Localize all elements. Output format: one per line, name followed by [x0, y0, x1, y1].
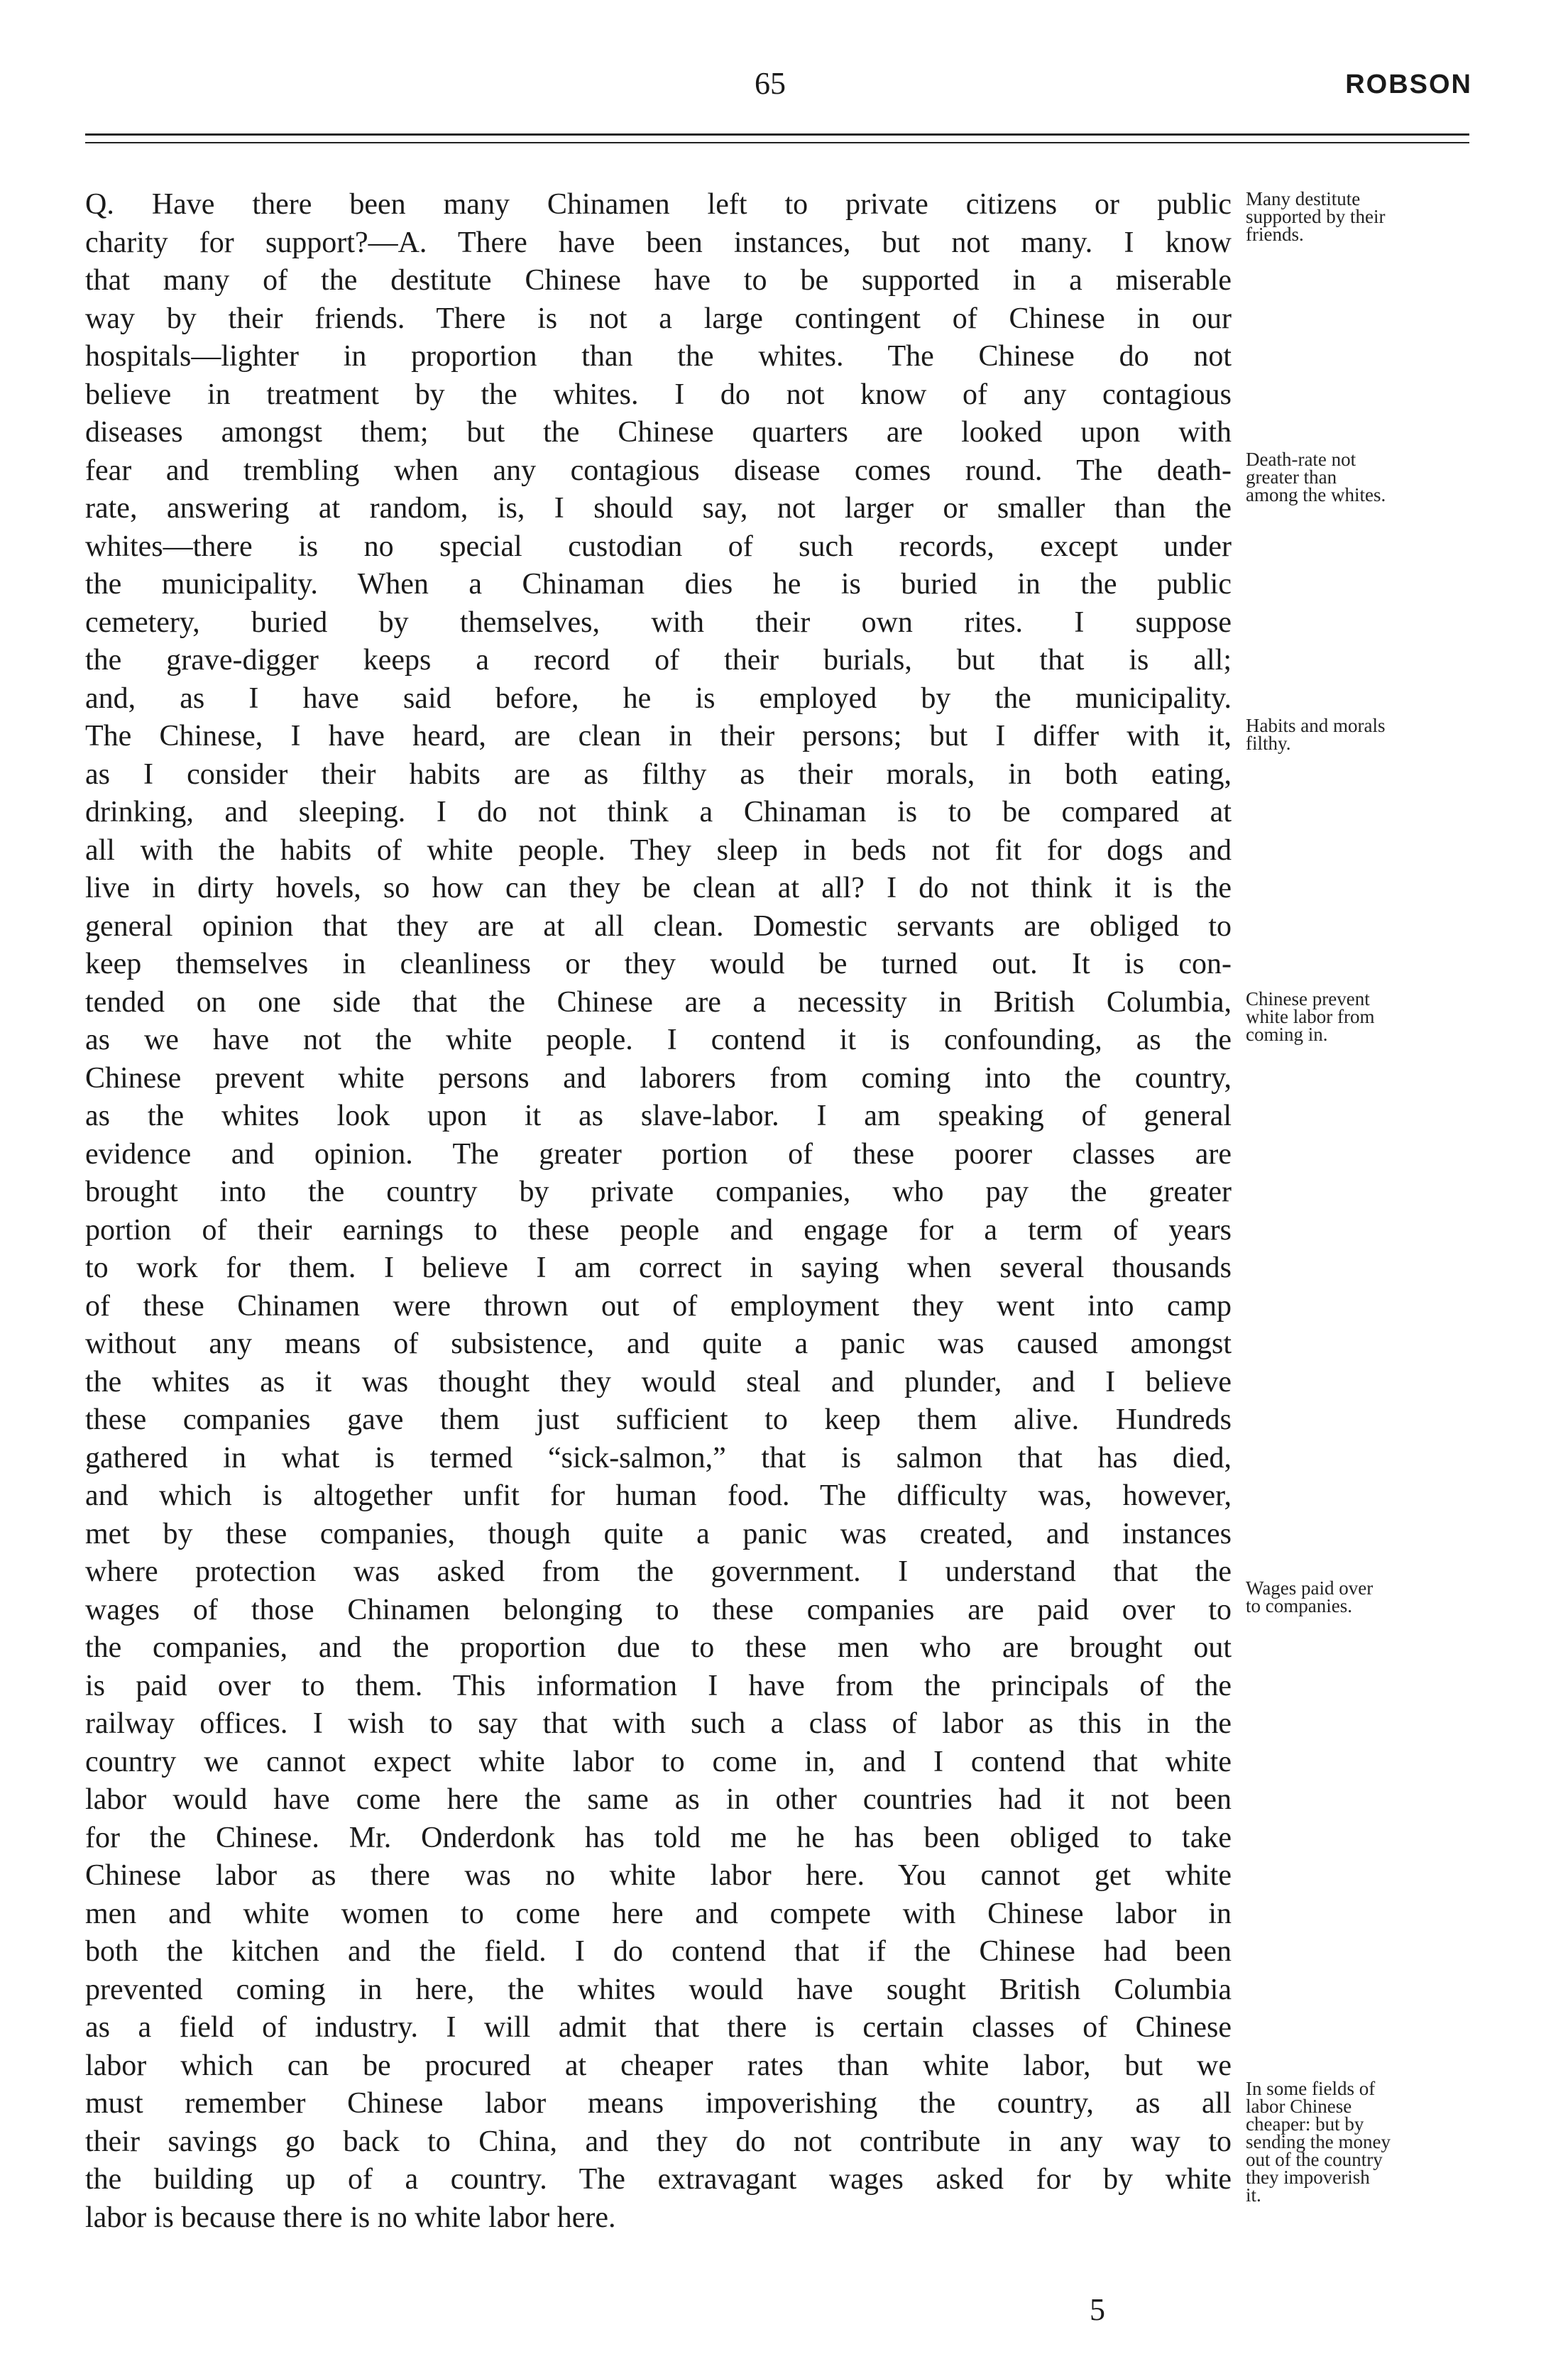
- margin-note-cheaper-labor: [1246, 2080, 1480, 2204]
- text-line: all with the habits of white people. They sleep in beds not fit for dogs and: [85, 833, 1232, 867]
- margin-note-line: filthy.: [1246, 733, 1291, 754]
- text-line: where protection was asked from the government. I understand that the: [85, 1555, 1232, 1588]
- text-line: that many of the destitute Chinese have to be supported in a miserable: [85, 264, 1232, 297]
- text-line: portion of their earnings to these people and engage for a term of years: [85, 1213, 1232, 1247]
- text-line: the grave-digger keeps a record of their burials, but that is all;: [85, 644, 1232, 677]
- margin-note-line: to companies.: [1246, 1595, 1352, 1616]
- text-line: believe in treatment by the whites. I do not know of any contagious: [85, 378, 1232, 411]
- text-line: drinking, and sleeping. I do not think a Chinaman is to be compared at: [85, 796, 1232, 828]
- text-line: cemetery, buried by themselves, with their own rites. I suppose: [85, 606, 1232, 639]
- header-rule-thin: [85, 142, 1469, 143]
- text-line: men and white women to come here and compete with Chinese labor in: [85, 1897, 1232, 1930]
- text-line: the companies, and the proportion due to these men who are brought out: [85, 1631, 1232, 1664]
- margin-note-line: Wages paid over: [1246, 1577, 1374, 1599]
- margin-note-line: Habits and morals: [1246, 715, 1386, 736]
- text-line: the whites as it was thought they would steal and plunder, and I believe: [85, 1365, 1232, 1398]
- text-line: way by their friends. There is not a large contingent of Chinese in our: [85, 302, 1232, 335]
- margin-note-line: sending the money: [1246, 2131, 1391, 2152]
- margin-note-line: coming in.: [1246, 1024, 1328, 1045]
- margin-note-line: labor Chinese: [1246, 2096, 1352, 2117]
- text-line: both the kitchen and the field. I do contend that if the Chinese had been: [85, 1935, 1232, 1968]
- text-line: diseases amongst them; but the Chinese quarters are looked upon with: [85, 416, 1232, 449]
- margin-note-death-rate: [1246, 451, 1480, 504]
- text-line: brought into the country by private companies, who pay the greater: [85, 1176, 1232, 1208]
- margin-note-line: among the whites.: [1246, 484, 1386, 505]
- body-text: [85, 186, 1232, 2237]
- margin-note-line: they impoverish: [1246, 2167, 1370, 2188]
- text-line: as I consider their habits are as filthy as their morals, in both eating,: [85, 757, 1232, 791]
- margin-note-wages: [1246, 1577, 1480, 1616]
- margin-note-line: Many destitute: [1246, 188, 1361, 209]
- text-line: Chinese labor as there was no white labor here. You cannot get white: [85, 1859, 1232, 1892]
- text-line: labor is because there is no white labor here.: [85, 2201, 616, 2234]
- margin-note-line: cheaper: but by: [1246, 2113, 1364, 2135]
- text-line: the municipality. When a Chinaman dies he is buried in the public: [85, 568, 1232, 601]
- text-line: prevented coming in here, the whites would have sought British Columbia: [85, 1973, 1232, 2006]
- text-line: labor would have come here the same as in other countries had it not been: [85, 1783, 1232, 1816]
- text-line: and, as I have said before, he is employed by the municipality.: [85, 681, 1232, 715]
- text-line: The Chinese, I have heard, are clean in their persons; but I differ with it,: [85, 720, 1232, 752]
- text-line: of these Chinamen were thrown out of employment they went into camp: [85, 1289, 1232, 1323]
- text-line: wages of those Chinamen belonging to these companies are paid over to: [85, 1593, 1232, 1626]
- margin-note-line: supported by their: [1246, 206, 1386, 227]
- margin-note-line: white labor from: [1246, 1006, 1375, 1027]
- margin-note-line: Death-rate not: [1246, 449, 1356, 470]
- text-line: as the whites look upon it as slave-labor. I am speaking of general: [85, 1100, 1232, 1132]
- text-line: live in dirty hovels, so how can they be clean at all? I do not think it is the: [85, 872, 1232, 904]
- text-line: must remember Chinese labor means impoverishing the country, as all: [85, 2087, 1232, 2120]
- text-line: met by these companies, though quite a panic was created, and instances: [85, 1517, 1232, 1550]
- text-line: rate, answering at random, is, I should say, not larger or smaller than the: [85, 492, 1232, 525]
- text-line: gathered in what is termed “sick-salmon,” that is salmon that has died,: [85, 1441, 1232, 1474]
- signature-mark: 5: [1090, 2292, 1105, 2327]
- page-number: 65: [755, 66, 786, 101]
- text-line: labor which can be procured at cheaper rates than white labor, but we: [85, 2049, 1232, 2082]
- text-line: and which is altogether unfit for human food. The difficulty was, however,: [85, 1479, 1232, 1512]
- text-line: whites—there is no special custodian of such records, except under: [85, 530, 1232, 563]
- running-head: ROBSON: [1345, 70, 1472, 99]
- text-line: is paid over to them. This information I have from the principals of the: [85, 1669, 1232, 1702]
- text-line: without any means of subsistence, and quite a panic was caused amongst: [85, 1327, 1232, 1360]
- text-line: hospitals—lighter in proportion than the whites. The Chinese do not: [85, 340, 1232, 373]
- text-line: their savings go back to China, and they do not contribute in any way to: [85, 2125, 1232, 2158]
- text-line: country we cannot expect white labor to come in, and I contend that white: [85, 1745, 1232, 1778]
- margin-note-habits: [1246, 717, 1480, 752]
- header-rule: [85, 133, 1469, 136]
- text-line: to work for them. I believe I am correct in saying when several thousands: [85, 1252, 1232, 1284]
- text-line: charity for support?—A. There have been instances, but not many. I know: [85, 226, 1232, 259]
- text-line: evidence and opinion. The greater portion of these poorer classes are: [85, 1137, 1232, 1171]
- margin-note-line: it.: [1246, 2184, 1261, 2206]
- margin-note-line: greater than: [1246, 466, 1337, 488]
- text-line: Q. Have there been many Chinamen left to private citizens or public: [85, 188, 1232, 221]
- margin-note-line: friends.: [1246, 224, 1304, 245]
- margin-note-line: out of the country: [1246, 2149, 1383, 2170]
- text-line: tended on one side that the Chinese are a necessity in British Columbia,: [85, 985, 1232, 1019]
- text-line: railway offices. I wish to say that with such a class of labor as this in the: [85, 1707, 1232, 1740]
- margin-note-prevent-white-labor: [1246, 990, 1480, 1044]
- text-line: fear and trembling when any contagious disease comes round. The death-: [85, 454, 1232, 487]
- margin-note-line: Chinese prevent: [1246, 988, 1370, 1009]
- text-line: general opinion that they are at all clean. Domestic servants are obliged to: [85, 909, 1232, 943]
- text-line: as we have not the white people. I contend it is confounding, as the: [85, 1024, 1232, 1056]
- text-line: as a field of industry. I will admit that there is certain classes of Chinese: [85, 2011, 1232, 2044]
- text-line: the building up of a country. The extravagant wages asked for by white: [85, 2163, 1232, 2196]
- text-line: keep themselves in cleanliness or they would be turned out. It is con-: [85, 948, 1232, 980]
- margin-note-destitute: [1246, 190, 1480, 243]
- margin-note-line: In some fields of: [1246, 2078, 1376, 2099]
- text-line: for the Chinese. Mr. Onderdonk has told me he has been obliged to take: [85, 1821, 1232, 1854]
- text-line: these companies gave them just sufficient to keep them alive. Hundreds: [85, 1403, 1232, 1436]
- text-line: Chinese prevent white persons and laborers from coming into the country,: [85, 1061, 1232, 1095]
